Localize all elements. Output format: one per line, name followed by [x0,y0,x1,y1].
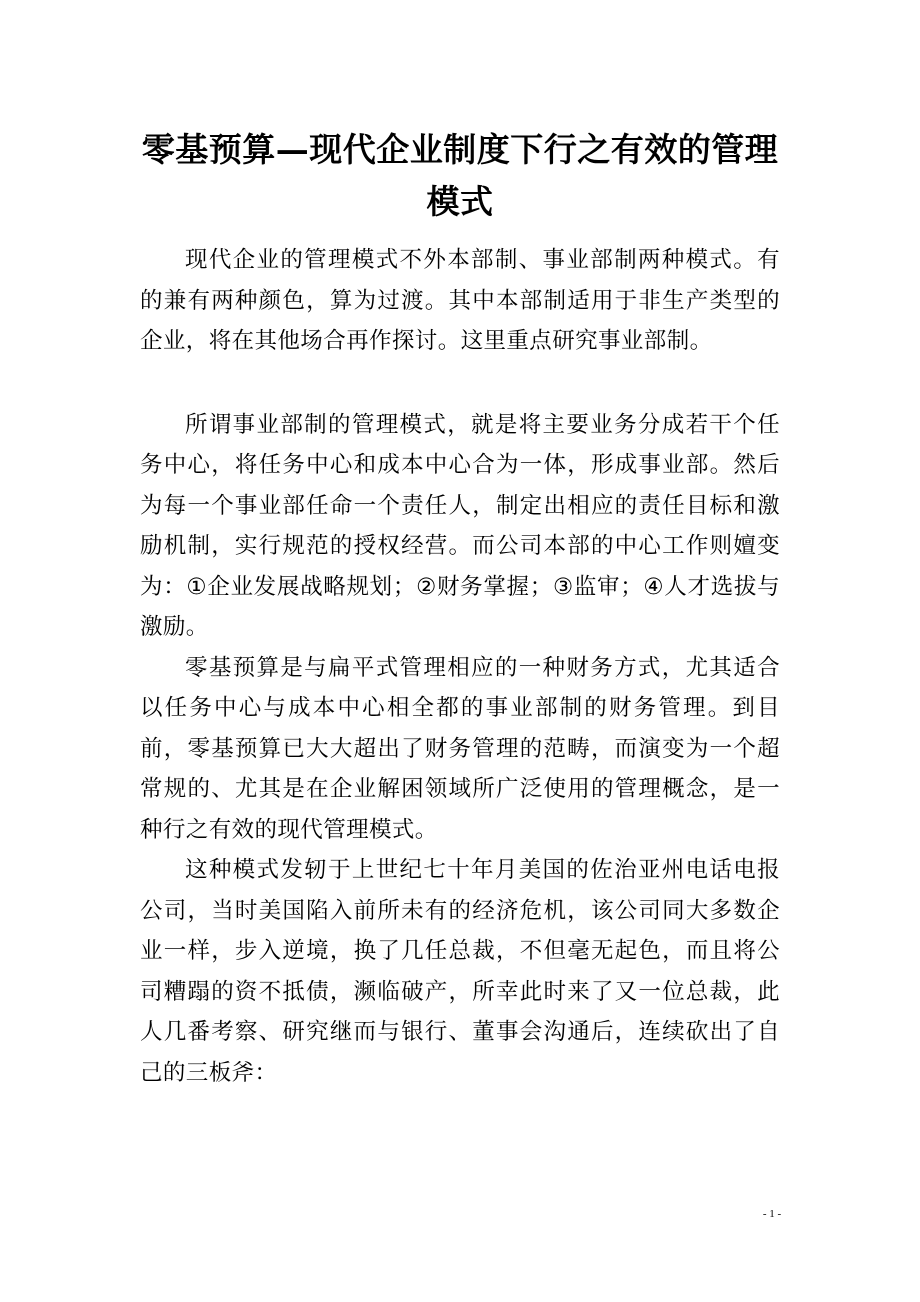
paragraph-4: 这种模式发轫于上世纪七十年月美国的佐治亚州电话电报公司，当时美国陷入前所未有的经济危机，该公司同大多数企业一样，步入逆境，换了几任总裁，不但毫无起色，而且将公司糟蹋的资不抵债，濒临破产，所幸此时来了又一位总裁，此人几番考察、研究继而与银行、董事会沟通后，连续砍出了自己的三板斧： [140,857,780,1086]
paragraph-3: 零基预算是与扁平式管理相应的一种财务方式，尤其适合以任务中心与成本中心相全都的事业部制的财务管理。到目前，零基预算已大大超出了财务管理的范畴，而演变为一个超常规的、尤其是在企业解困领域所广泛使用的管理概念，是一种行之有效的现代管理模式。 [140,654,780,843]
page-number: - 1 - [762,1208,782,1220]
document-body [140,240,780,1093]
paragraph-2: 所谓事业部制的管理模式，就是将主要业务分成若干个任务中心，将任务中心和成本中心合为一体，形成事业部。然后为每一个事业部任命一个责任人，制定出相应的责任目标和激励机制，实行规范的授权经营。而公司本部的中心工作则嬗变为：①企业发展战略规划；②财务掌握；③监审；④人才选拔与激励。 [140,411,780,640]
document-title: 零基预算—现代企业制度下行之有效的管理模式 [141,130,779,221]
paragraph-1: 现代企业的管理模式不外本部制、事业部制两种模式。有的兼有两种颜色，算为过渡。其中本部制适用于非生产类型的企业，将在其他场合再作探讨。这里重点研究事业部制。 [140,247,780,354]
